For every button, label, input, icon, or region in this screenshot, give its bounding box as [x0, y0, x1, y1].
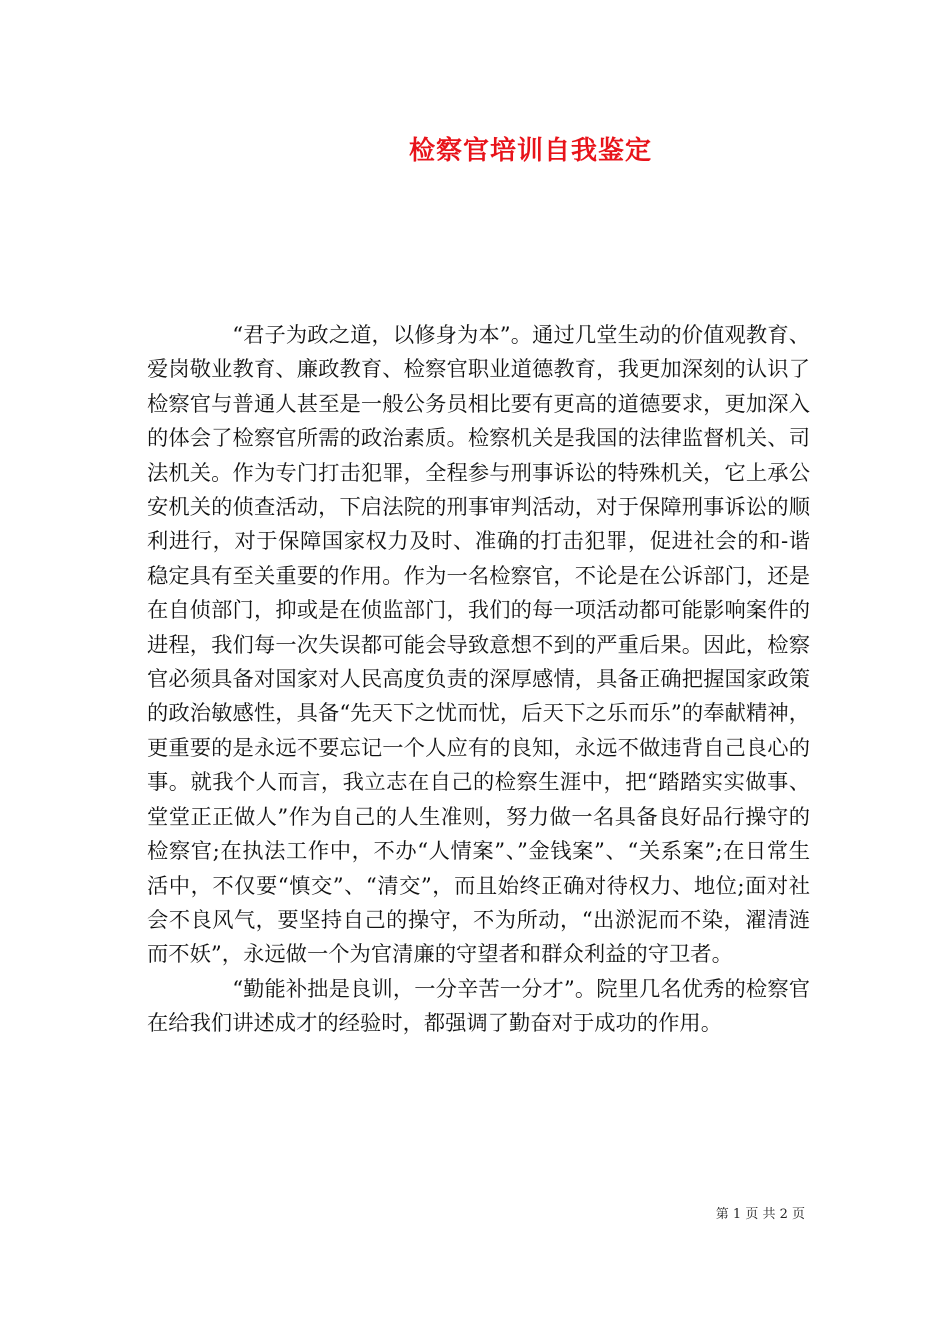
body-paragraph-1: “君子为政之道，以修身为本”。通过几堂生动的价值观教育、爱岗敬业教育、廉政教育、检察官职业道德教育，我更加深刻的认识了检察官与普通人甚至是一般公务员相比要有更高的道德要求，更加深入的体会了检察官所需的政治素质。检察机关是我国的法律监督机关、司法机关。作为专门打击犯罪，全程参与刑事诉讼的特殊机关，它上承公安机关的侦查活动，下启法院的刑事审判活动，对于保障刑事诉讼的顺利进行，对于保障国家权力及时、准确的打击犯罪，促进社会的和-谐稳定具有至关重要的作用。作为一名检察官，不论是在公诉部门，还是在自侦部门，抑或是在侦监部门，我们的每一项活动都可能影响案件的进程，我们每一次失误都可能会导致意想不到的严重后果。因此，检察官必须具备对国家对人民高度负责的深厚感情，具备正确把握国家政策的政治敏感性，具备“先天下之忧而忧，后天下之乐而乐”的奉献精神，更重要的是永远不要忘记一个人应有的良知，永远不做违背自己良心的事。就我个人而言，我立志在自己的检察生涯中，把“踏踏实实做事、堂堂正正做人”作为自己的人生准则，努力做一名具备良好品行操守的检察官;在执法工作中，不办“人情案”、”金钱案”、“关系案”;在日常生活中，不仅要“慎交”、“清交”，而且始终正确对待权力、地位;面对社会不良风气，要坚持自己的操守，不为所动，“出淤泥而不染，濯清涟而不妖”，永远做一个为官清廉的守望者和群众利益的守卫者。	[147, 323, 810, 968]
page-number-footer: 第 1 页 共 2 页	[715, 1207, 805, 1222]
body-paragraph-2: “勤能补拙是良训，一分辛苦一分才”。院里几名优秀的检察官在给我们讲述成才的经验时，都强调了勤奋对于成功的作用。	[147, 976, 810, 1037]
document-body	[147, 319, 810, 1042]
document-title: 检察官培训自我鉴定	[408, 136, 652, 166]
